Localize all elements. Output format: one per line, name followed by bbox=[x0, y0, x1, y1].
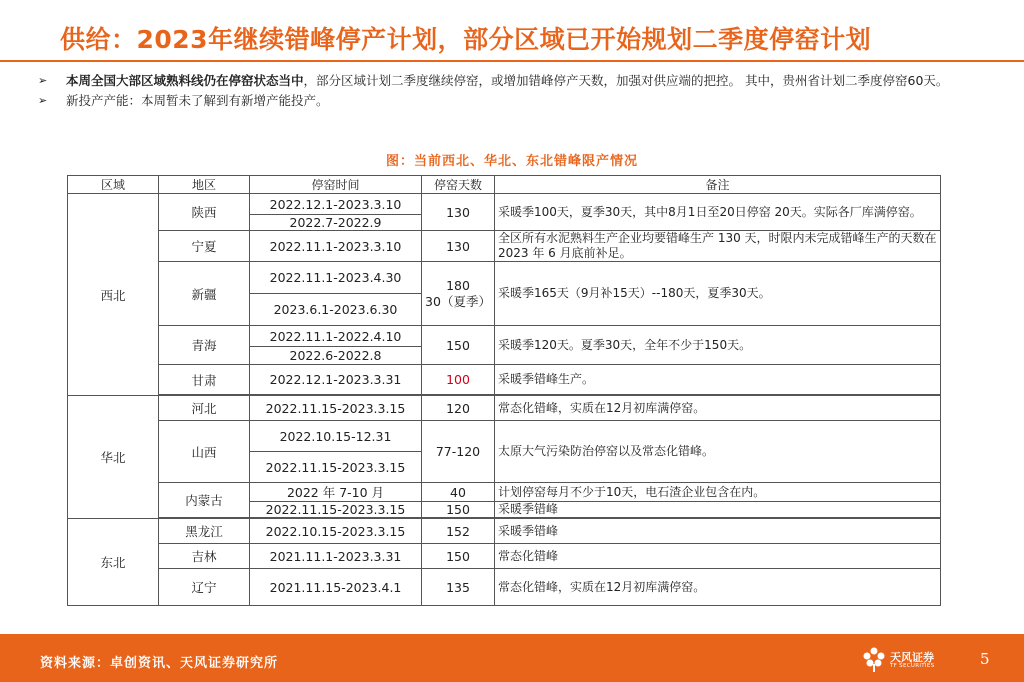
period-cell: 2022.11.1-2022.4.10 bbox=[250, 326, 422, 347]
period-cell: 2022.11.1-2023.3.10 bbox=[250, 231, 422, 262]
note-cell: 采暖季错峰 bbox=[495, 502, 941, 518]
area-cell: 青海 bbox=[159, 326, 250, 365]
table-row bbox=[68, 421, 941, 452]
table-row bbox=[68, 483, 941, 502]
area-cell: 辽宁 bbox=[159, 569, 250, 606]
note-cell: 采暖季120天。夏季30天，全年不少于150天。 bbox=[495, 326, 941, 365]
bullet-text: 新投产产能：本周暂未了解到有新增产能投产。 bbox=[66, 93, 329, 108]
header-period: 停窑时间 bbox=[250, 176, 422, 194]
source-note: 资料来源：卓创资讯、天风证券研究所 bbox=[40, 656, 279, 671]
bullet-arrow-icon: ➢ bbox=[38, 74, 48, 87]
area-cell: 黑龙江 bbox=[159, 519, 250, 544]
days-cell: 130 bbox=[422, 231, 495, 262]
page-title: 供给：2023年继续错峰停产计划，部分区域已开始规划二季度停窑计划 bbox=[60, 25, 872, 54]
days-cell bbox=[422, 262, 495, 326]
area-cell: 陕西 bbox=[159, 194, 250, 231]
days-cell: 40 bbox=[422, 483, 495, 502]
header-region: 区域 bbox=[68, 176, 159, 194]
area-cell: 山西 bbox=[159, 421, 250, 483]
note-cell: 计划停窑每月不少于10天，电石渣企业包含在内。 bbox=[495, 483, 941, 502]
area-cell: 甘肃 bbox=[159, 365, 250, 395]
note-cell: 采暖季100天，夏季30天，其中8月1日至20日停窑 20天。实际各厂库满停窑。 bbox=[495, 194, 941, 231]
table-row bbox=[68, 544, 941, 569]
note-cell: 常态化错峰，实质在12月初库满停窑。 bbox=[495, 569, 941, 606]
period-cell: 2022.7-2022.9 bbox=[250, 215, 422, 231]
days-value: 180 bbox=[446, 277, 470, 293]
page-number: 5 bbox=[980, 650, 990, 668]
bullet-text: ，部分区域计划二季度继续停窑，或增加错峰停产天数，加强对供应端的把控。 其中，贵州省计划二季度停窑60天。 bbox=[303, 73, 949, 88]
bullet-list bbox=[38, 72, 998, 112]
table-row bbox=[68, 326, 941, 347]
days-cell: 150 bbox=[422, 502, 495, 518]
company-logo bbox=[862, 646, 942, 676]
note-cell: 全区所有水泥熟料生产企业均要错峰生产 130 天，时限内未完成错峰生产的天数在 2023 年 6 月底前补足。 bbox=[495, 231, 941, 262]
region-cell-northwest: 西北 bbox=[68, 194, 159, 396]
table-row bbox=[68, 365, 941, 395]
bullet-arrow-icon: ➢ bbox=[38, 94, 48, 107]
title-divider bbox=[0, 60, 1024, 62]
area-cell: 河北 bbox=[159, 396, 250, 421]
period-cell: 2022.11.15-2023.3.15 bbox=[250, 502, 422, 518]
figure-title: 图：当前西北、华北、东北错峰限产情况 bbox=[385, 154, 638, 169]
note-cell: 采暖季错峰生产。 bbox=[495, 365, 941, 395]
table-row bbox=[68, 569, 941, 606]
area-cell: 宁夏 bbox=[159, 231, 250, 262]
area-cell: 吉林 bbox=[159, 544, 250, 569]
period-cell: 2022.10.15-2023.3.15 bbox=[250, 519, 422, 544]
header-days: 停窑天数 bbox=[422, 176, 495, 194]
bullet-bold-text: 本周全国大部区域熟料线仍在停窑状态当中 bbox=[66, 73, 304, 88]
period-cell: 2021.11.1-2023.3.31 bbox=[250, 544, 422, 569]
days-value: 30（夏季） bbox=[425, 293, 491, 309]
period-cell: 2022.11.15-2023.3.15 bbox=[250, 452, 422, 483]
bullet-item bbox=[38, 72, 998, 89]
table-row bbox=[68, 396, 941, 421]
logo-text: 天风证券 bbox=[890, 651, 934, 664]
days-cell-highlight: 100 bbox=[422, 365, 495, 395]
flower-logo-icon bbox=[862, 646, 886, 672]
production-cut-table bbox=[67, 175, 941, 606]
note-cell: 采暖季错峰 bbox=[495, 519, 941, 544]
days-cell: 77-120 bbox=[422, 421, 495, 483]
period-cell: 2022.11.15-2023.3.15 bbox=[250, 396, 422, 421]
note-cell: 常态化错峰，实质在12月初库满停窑。 bbox=[495, 396, 941, 421]
period-cell: 2021.11.15-2023.4.1 bbox=[250, 569, 422, 606]
days-cell: 150 bbox=[422, 326, 495, 365]
days-cell: 130 bbox=[422, 194, 495, 231]
period-cell: 2022.10.15-12.31 bbox=[250, 421, 422, 452]
bullet-item bbox=[38, 92, 998, 109]
note-cell: 采暖季165天（9月补15天）--180天，夏季30天。 bbox=[495, 262, 941, 326]
days-cell: 120 bbox=[422, 396, 495, 421]
days-cell: 135 bbox=[422, 569, 495, 606]
period-cell: 2022.12.1-2023.3.31 bbox=[250, 365, 422, 395]
period-cell: 2022.11.1-2023.4.30 bbox=[250, 262, 422, 294]
period-cell: 2023.6.1-2023.6.30 bbox=[250, 294, 422, 326]
table-row bbox=[68, 231, 941, 262]
region-cell-north: 华北 bbox=[68, 396, 159, 519]
area-cell: 内蒙古 bbox=[159, 483, 250, 518]
region-cell-northeast: 东北 bbox=[68, 519, 159, 606]
table-row bbox=[68, 519, 941, 544]
table-header-row bbox=[68, 176, 941, 194]
note-cell: 常态化错峰 bbox=[495, 544, 941, 569]
period-cell: 2022.6-2022.8 bbox=[250, 347, 422, 365]
area-cell: 新疆 bbox=[159, 262, 250, 326]
header-area: 地区 bbox=[159, 176, 250, 194]
period-cell: 2022.12.1-2023.3.10 bbox=[250, 194, 422, 215]
days-cell: 152 bbox=[422, 519, 495, 544]
days-cell: 150 bbox=[422, 544, 495, 569]
table-row bbox=[68, 262, 941, 294]
period-cell: 2022 年 7-10 月 bbox=[250, 483, 422, 502]
note-cell: 太原大气污染防治停窑以及常态化错峰。 bbox=[495, 421, 941, 483]
table-row bbox=[68, 194, 941, 215]
header-note: 备注 bbox=[495, 176, 941, 194]
logo-text-en: TF SECURITIES bbox=[890, 663, 935, 669]
